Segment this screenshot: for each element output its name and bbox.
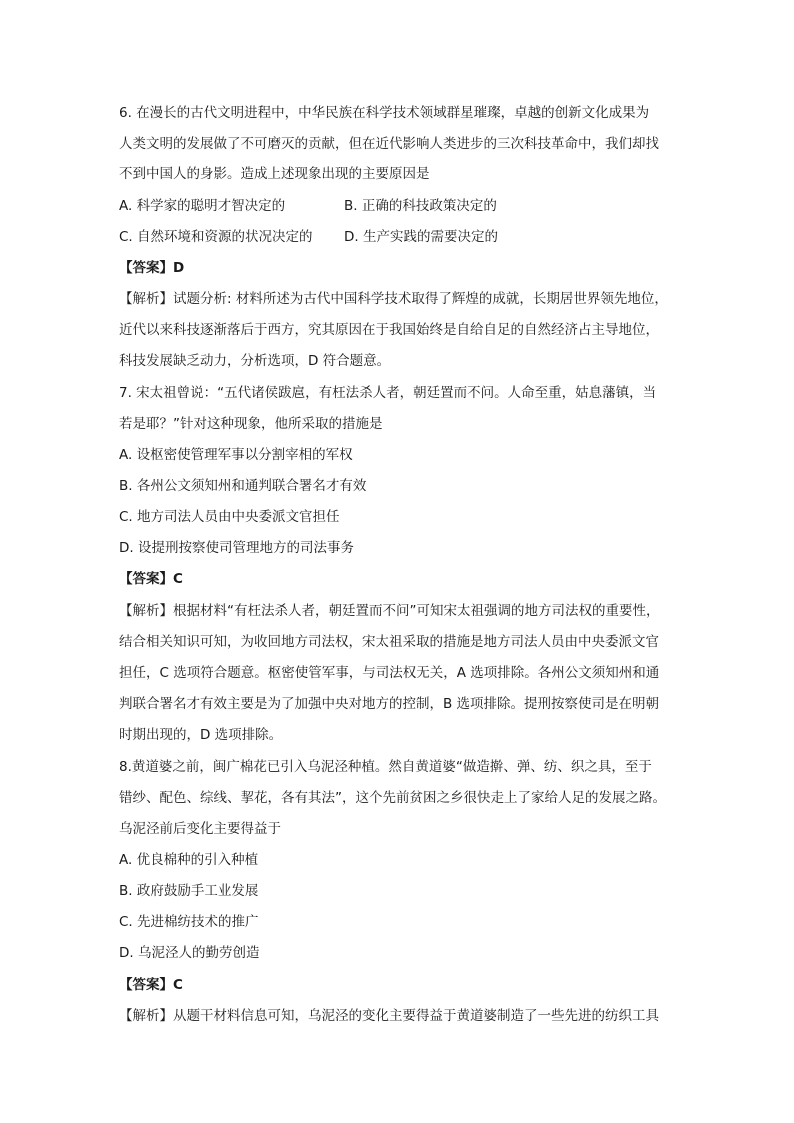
q7-analysis-line-1: 【解析】根据材料“有枉法杀人者，朝廷置而不问”可知宋太祖强调的地方司法权的重要性， [119,603,660,619]
q8-answer: 【答案】C [119,977,183,993]
q6-stem-line-2: 人类文明的发展做了不可磨灭的贡献，但在近代影响人类进步的三次科技革命中，我们却找 [119,136,659,152]
q6-stem-line-3: 不到中国人的身影。造成上述现象出现的主要原因是 [119,166,430,182]
q6-answer: 【答案】D [119,260,185,276]
q7-analysis-line-3: 担任，C 选项符合题意。枢密使管军事，与司法权无关，A 选项排除。各州公文须知州和通 [119,665,660,681]
q8-stem-line-2: 错纱、配色、综线、挈花，各有其法”，这个先前贫困之乡很快走上了家给人足的发展之路。 [119,790,666,806]
q7-option-c: C. 地方司法人员由中央委派文官担任 [119,509,340,525]
q6-option-b: B. 正确的科技政策决定的 [344,198,497,214]
q6-option-d: D. 生产实践的需要决定的 [344,229,498,245]
q7-stem-line-2: 若是耶？”针对这种现象，他所采取的措施是 [119,416,383,432]
q7-stem-line-1: 7. 宋太祖曾说：“五代诸侯跋扈，有枉法杀人者，朝廷置而不问。人命至重，姑息藩镇，当 [119,385,657,401]
q8-option-b: B. 政府鼓励手工业发展 [119,883,259,899]
q6-analysis-line-2: 近代以来科技逐渐落后于西方，究其原因在于我国始终是自给自足的自然经济占主导地位， [119,322,659,338]
q6-stem-line-1: 6. 在漫长的古代文明进程中，中华民族在科学技术领域群星璀璨，卓越的创新文化成果为 [119,105,650,121]
q8-stem-line-3: 乌泥泾前后变化主要得益于 [119,821,281,837]
q6-option-c: C. 自然环境和资源的状况决定的 [119,229,313,245]
q7-option-d: D. 设提刑按察使司管理地方的司法事务 [119,540,354,556]
q6-analysis-line-3: 科技发展缺乏动力，分析选项，D 符合题意。 [119,353,391,369]
q7-answer: 【答案】C [119,571,183,587]
q8-stem-line-1: 8.黄道婆之前，闽广棉花已引入乌泥泾种植。然自黄道婆“做造擀、弹、纺、织之具，至于 [119,759,652,775]
q8-option-a: A. 优良棉种的引入种植 [119,852,259,868]
q7-analysis-line-2: 结合相关知识可知，为收回地方司法权，宋太祖采取的措施是地方司法人员由中央委派文官 [119,634,659,650]
q8-option-c: C. 先进棉纺技术的推广 [119,914,259,930]
q6-analysis-line-1: 【解析】试题分析: 材料所述为古代中国科学技术取得了辉煌的成就，长期居世界领先地位， [119,291,668,307]
q7-analysis-line-5: 时期出现的，D 选项排除。 [119,727,283,743]
q8-option-d: D. 乌泥泾人的勤劳创造 [119,945,260,961]
q8-analysis-line-1: 【解析】从题干材料信息可知，乌泥泾的变化主要得益于黄道婆制造了一些先进的纺织工具 [119,1008,659,1024]
q6-option-a: A. 科学家的聪明才智决定的 [119,198,286,214]
q7-analysis-line-4: 判联合署名才有效主要是为了加强中央对地方的控制，B 选项排除。提刑按察使司是在明朝 [119,696,660,712]
q7-option-a: A. 设枢密使管理军事以分割宰相的军权 [119,447,353,463]
q7-option-b: B. 各州公文须知州和通判联合署名才有效 [119,478,367,494]
